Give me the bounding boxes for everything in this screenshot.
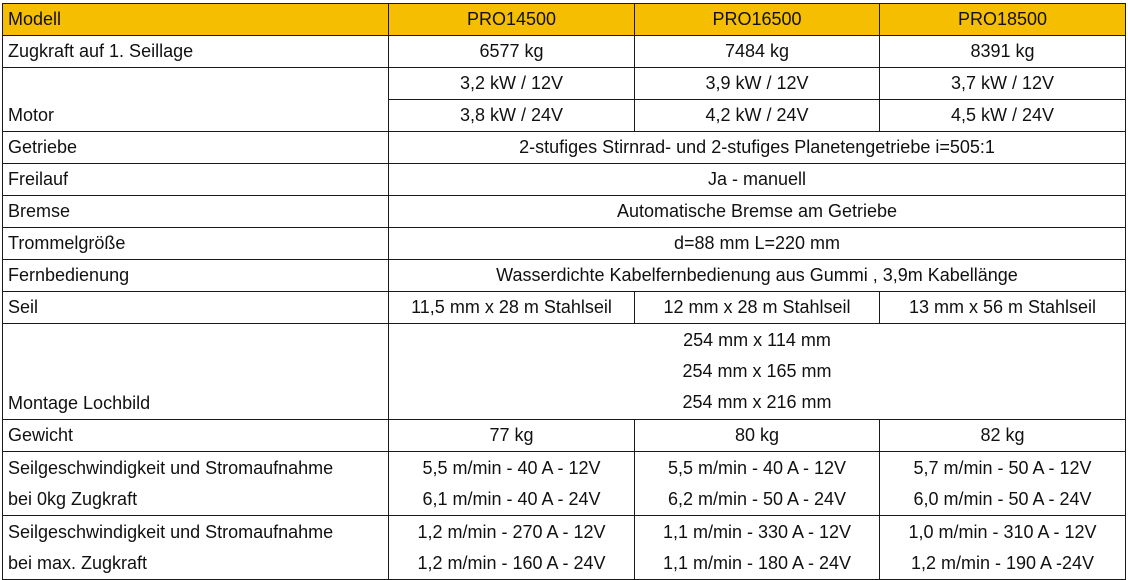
header-row (3, 4, 1126, 36)
cell-line: 6,2 m/min - 50 A - 24V (667, 488, 847, 509)
cell-value: 80 kg (635, 420, 880, 452)
row-label: Trommelgröße (3, 228, 389, 260)
cell-value: 3,8 kW / 24V (389, 100, 635, 132)
table-row-seil (3, 292, 1126, 324)
cell-line: 6,0 m/min - 50 A - 24V (913, 488, 1092, 509)
row-label-line: bei max. Zugkraft (8, 552, 148, 573)
cell-line: 1,2 m/min - 270 A - 12V (417, 521, 606, 542)
table-row-montage (3, 324, 1126, 420)
table-row-freilauf (3, 164, 1126, 196)
model-pro18500: PRO18500 (880, 4, 1126, 36)
cell-line: 1,1 m/min - 330 A - 12V (662, 521, 852, 542)
row-label: Motor (3, 68, 389, 132)
cell-value: 4,5 kW / 24V (880, 100, 1126, 132)
cell-line: 6,1 m/min - 40 A - 24V (422, 488, 601, 509)
cell-value: d=88 mm L=220 mm (389, 228, 1126, 260)
cell-value (635, 452, 880, 516)
cell-value: 3,7 kW / 12V (880, 68, 1126, 100)
model-pro14500: PRO14500 (389, 4, 635, 36)
table-row-gewicht (3, 420, 1126, 452)
cell-value: 3,2 kW / 12V (389, 68, 635, 100)
cell-line: 5,7 m/min - 50 A - 12V (913, 457, 1092, 478)
table-row-motor-1 (3, 68, 1126, 100)
row-label: Freilauf (3, 164, 389, 196)
cell-value: Automatische Bremse am Getriebe (389, 196, 1126, 228)
cell-value: 82 kg (880, 420, 1126, 452)
header-label: Modell (3, 4, 389, 36)
row-label: Montage Lochbild (3, 324, 389, 420)
cell-value (389, 324, 1126, 420)
cell-line: 1,0 m/min - 310 A - 12V (908, 521, 1097, 542)
row-label: Getriebe (3, 132, 389, 164)
cell-value: 2-stufiges Stirnrad- und 2-stufiges Planetengetriebe i=505:1 (389, 132, 1126, 164)
cell-line: 1,1 m/min - 180 A - 24V (662, 552, 852, 573)
cell-value (880, 516, 1126, 580)
montage-line: 254 mm x 216 mm (682, 392, 832, 412)
table-row-speed0 (3, 452, 1126, 516)
row-label: Seil (3, 292, 389, 324)
cell-value: Wasserdichte Kabelfernbedienung aus Gummi , 3,9m Kabellänge (389, 260, 1126, 292)
table-row-fernbedienung (3, 260, 1126, 292)
cell-value: 11,5 mm x 28 m Stahlseil (389, 292, 635, 324)
cell-line: 5,5 m/min - 40 A - 12V (422, 457, 601, 478)
table-row-speedmax (3, 516, 1126, 580)
cell-value: 12 mm x 28 m Stahlseil (635, 292, 880, 324)
cell-line: 1,2 m/min - 160 A - 24V (417, 552, 606, 573)
table-row-bremse (3, 196, 1126, 228)
row-label-line: bei 0kg Zugkraft (8, 488, 138, 509)
cell-value: 13 mm x 56 m Stahlseil (880, 292, 1126, 324)
row-label: Gewicht (3, 420, 389, 452)
cell-line: 1,2 m/min - 190 A -24V (910, 552, 1095, 573)
cell-line: 5,5 m/min - 40 A - 12V (667, 457, 847, 478)
model-pro16500: PRO16500 (635, 4, 880, 36)
row-label (3, 452, 389, 516)
row-label-line: Seilgeschwindigkeit und Stromaufnahme (8, 521, 334, 542)
row-label: Fernbedienung (3, 260, 389, 292)
montage-line: 254 mm x 114 mm (683, 330, 831, 350)
row-label (3, 516, 389, 580)
cell-value (389, 452, 635, 516)
row-label: Bremse (3, 196, 389, 228)
cell-value: 6577 kg (389, 36, 635, 68)
montage-line: 254 mm x 165 mm (682, 361, 832, 381)
table-row-getriebe (3, 132, 1126, 164)
table-row-trommel (3, 228, 1126, 260)
cell-value (389, 516, 635, 580)
row-label-line: Seilgeschwindigkeit und Stromaufnahme (8, 457, 334, 478)
row-label: Zugkraft auf 1. Seillage (3, 36, 389, 68)
spec-table (2, 3, 1126, 580)
table-row-zugkraft (3, 36, 1126, 68)
cell-value: 77 kg (389, 420, 635, 452)
cell-value: 8391 kg (880, 36, 1126, 68)
cell-value (635, 516, 880, 580)
cell-value: 3,9 kW / 12V (635, 68, 880, 100)
cell-value: 7484 kg (635, 36, 880, 68)
cell-value (880, 452, 1126, 516)
cell-value: Ja - manuell (389, 164, 1126, 196)
cell-value: 4,2 kW / 24V (635, 100, 880, 132)
